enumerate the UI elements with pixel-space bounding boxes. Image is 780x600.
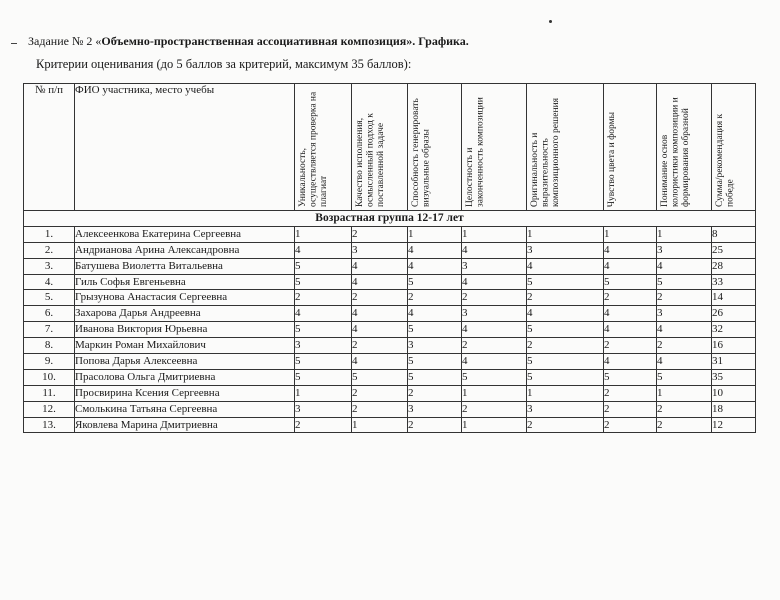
column-header-name: ФИО участника, место учебы (75, 84, 295, 211)
score-cell: 2 (352, 401, 408, 417)
score-cell: 2 (657, 338, 712, 354)
score-cell: 2 (295, 417, 352, 433)
score-cell: 4 (408, 242, 462, 258)
column-header-total (712, 84, 756, 211)
task-title (28, 34, 469, 49)
score-cell: 4 (657, 354, 712, 370)
score-cell: 4 (604, 258, 657, 274)
score-cell: 5 (408, 322, 462, 338)
score-cell: 3 (462, 258, 527, 274)
participant-name: Яковлева Марина Дмитриевна (75, 417, 295, 433)
group-row (24, 211, 756, 227)
score-cell: 4 (462, 354, 527, 370)
results-table (23, 83, 756, 433)
score-cell: 1 (295, 385, 352, 401)
score-cell: 2 (527, 290, 604, 306)
criterion-label: Оригинальность и выразительность композиционного решения (530, 97, 561, 207)
table-row (24, 226, 756, 242)
row-number: 6. (24, 306, 75, 322)
score-cell: 1 (462, 226, 527, 242)
participant-name: Смолькина Татьяна Сергеевна (75, 401, 295, 417)
score-cell: 1 (462, 417, 527, 433)
score-cell: 4 (527, 258, 604, 274)
row-number: 7. (24, 322, 75, 338)
row-number: 1. (24, 226, 75, 242)
score-cell: 4 (408, 306, 462, 322)
score-cell: 5 (295, 369, 352, 385)
score-cell: 4 (352, 322, 408, 338)
column-header-criterion-5 (527, 84, 604, 211)
score-cell: 4 (408, 258, 462, 274)
score-total: 28 (712, 258, 756, 274)
row-number: 10. (24, 369, 75, 385)
score-cell: 5 (462, 369, 527, 385)
task-title-prefix: Задание № 2 « (28, 34, 102, 48)
score-total: 32 (712, 322, 756, 338)
score-cell: 1 (657, 385, 712, 401)
score-cell: 3 (295, 401, 352, 417)
table-row (24, 290, 756, 306)
score-total: 10 (712, 385, 756, 401)
score-cell: 2 (604, 401, 657, 417)
criteria-note: Критерии оценивания (до 5 баллов за критерий, максимум 35 баллов): (36, 57, 412, 71)
participant-name: Прасолова Ольга Дмитриевна (75, 369, 295, 385)
score-cell: 2 (527, 338, 604, 354)
row-number: 8. (24, 338, 75, 354)
column-header-criterion-2 (352, 84, 408, 211)
table-row (24, 417, 756, 433)
participant-name: Гиль Софья Евгеньевна (75, 274, 295, 290)
score-cell: 3 (527, 401, 604, 417)
participant-name: Захарова Дарья Андреевна (75, 306, 295, 322)
score-cell: 2 (352, 385, 408, 401)
score-total: 31 (712, 354, 756, 370)
participant-name: Маркин Роман Михайлович (75, 338, 295, 354)
table-row (24, 354, 756, 370)
score-cell: 1 (462, 385, 527, 401)
participant-name: Батушева Виолетта Витальевна (75, 258, 295, 274)
score-cell: 5 (408, 369, 462, 385)
criterion-label: Способность генерировать визуальные образы (411, 98, 432, 207)
score-cell: 1 (408, 226, 462, 242)
score-cell: 4 (657, 322, 712, 338)
score-cell: 4 (604, 306, 657, 322)
score-cell: 2 (657, 290, 712, 306)
score-cell: 5 (408, 274, 462, 290)
score-cell: 5 (408, 354, 462, 370)
score-cell: 2 (604, 385, 657, 401)
row-number: 12. (24, 401, 75, 417)
score-cell: 4 (295, 306, 352, 322)
table-row (24, 338, 756, 354)
score-total: 26 (712, 306, 756, 322)
score-cell: 2 (408, 417, 462, 433)
score-cell: 4 (352, 258, 408, 274)
score-cell: 5 (527, 369, 604, 385)
score-cell: 1 (604, 226, 657, 242)
participant-name: Грызунова Анастасия Сергеевна (75, 290, 295, 306)
score-cell: 5 (295, 322, 352, 338)
criterion-label: Понимание основ колористики композиции и формирования образной (660, 97, 691, 207)
score-cell: 4 (604, 354, 657, 370)
table-row (24, 385, 756, 401)
score-cell: 4 (352, 306, 408, 322)
score-total: 8 (712, 226, 756, 242)
table-row (24, 369, 756, 385)
score-total: 14 (712, 290, 756, 306)
row-number: 13. (24, 417, 75, 433)
score-cell: 4 (604, 322, 657, 338)
criterion-label: Чувство цвета и формы (607, 111, 617, 207)
task-title-bold: Объемно-пространственная ассоциативная композиция». Графика. (101, 34, 469, 48)
score-cell: 3 (657, 306, 712, 322)
score-cell: 5 (657, 369, 712, 385)
score-cell: 4 (352, 274, 408, 290)
score-cell: 2 (352, 338, 408, 354)
table-row (24, 401, 756, 417)
table-row (24, 306, 756, 322)
criterion-label: Целостность и законченность композиции (465, 97, 486, 207)
score-cell: 2 (657, 417, 712, 433)
table-row (24, 274, 756, 290)
table-row (24, 242, 756, 258)
score-cell: 2 (462, 338, 527, 354)
score-cell: 4 (604, 242, 657, 258)
score-cell: 5 (527, 354, 604, 370)
scan-speck (549, 20, 552, 23)
score-cell: 5 (527, 274, 604, 290)
score-cell: 1 (527, 385, 604, 401)
score-cell: 2 (408, 290, 462, 306)
score-cell: 4 (462, 274, 527, 290)
row-number: 11. (24, 385, 75, 401)
score-total: 18 (712, 401, 756, 417)
score-cell: 5 (604, 369, 657, 385)
header-row (24, 84, 756, 211)
score-cell: 5 (352, 369, 408, 385)
score-cell: 3 (657, 242, 712, 258)
column-header-criterion-3 (408, 84, 462, 211)
participant-name: Алексеенкова Екатерина Сергеевна (75, 226, 295, 242)
score-cell: 5 (295, 354, 352, 370)
row-number: 9. (24, 354, 75, 370)
score-cell: 3 (408, 401, 462, 417)
row-number: 2. (24, 242, 75, 258)
participant-name: Попова Дарья Алексеевна (75, 354, 295, 370)
participant-name: Иванова Виктория Юрьевна (75, 322, 295, 338)
score-cell: 2 (527, 417, 604, 433)
score-cell: 5 (295, 258, 352, 274)
column-header-num: № п/п (24, 84, 75, 211)
row-number: 4. (24, 274, 75, 290)
score-cell: 3 (352, 242, 408, 258)
score-cell: 4 (527, 306, 604, 322)
score-cell: 1 (295, 226, 352, 242)
score-cell: 1 (657, 226, 712, 242)
score-cell: 5 (657, 274, 712, 290)
score-cell: 5 (604, 274, 657, 290)
score-total: 33 (712, 274, 756, 290)
score-cell: 2 (352, 290, 408, 306)
criterion-label: Уникальность, осуществляется проверка на плагиат (298, 91, 329, 207)
score-cell: 5 (527, 322, 604, 338)
score-cell: 3 (462, 306, 527, 322)
column-header-criterion-1 (295, 84, 352, 211)
score-cell: 2 (604, 417, 657, 433)
score-total: 16 (712, 338, 756, 354)
score-cell: 4 (657, 258, 712, 274)
score-cell: 2 (657, 401, 712, 417)
score-cell: 2 (408, 385, 462, 401)
table-row (24, 322, 756, 338)
score-cell: 2 (604, 338, 657, 354)
score-cell: 2 (604, 290, 657, 306)
table-row (24, 258, 756, 274)
score-cell: 4 (462, 242, 527, 258)
age-group-label: Возрастная группа 12-17 лет (24, 211, 756, 227)
score-cell: 2 (352, 226, 408, 242)
score-cell: 2 (462, 290, 527, 306)
score-total: 12 (712, 417, 756, 433)
score-cell: 5 (295, 274, 352, 290)
score-cell: 1 (527, 226, 604, 242)
score-cell: 4 (462, 322, 527, 338)
score-cell: 4 (295, 242, 352, 258)
score-cell: 3 (527, 242, 604, 258)
criterion-label: Сумма/рекомендация к победе (715, 113, 736, 207)
row-number: 5. (24, 290, 75, 306)
participant-name: Просвирина Ксения Сергеевна (75, 385, 295, 401)
score-total: 25 (712, 242, 756, 258)
score-cell: 3 (295, 338, 352, 354)
score-cell: 4 (352, 354, 408, 370)
row-number: 3. (24, 258, 75, 274)
score-cell: 3 (408, 338, 462, 354)
score-cell: 2 (295, 290, 352, 306)
column-header-criterion-6 (604, 84, 657, 211)
score-cell: 1 (352, 417, 408, 433)
score-total: 35 (712, 369, 756, 385)
column-header-criterion-7 (657, 84, 712, 211)
participant-name: Андрианова Арина Александровна (75, 242, 295, 258)
scan-dash (11, 43, 17, 44)
score-cell: 2 (462, 401, 527, 417)
column-header-criterion-4 (462, 84, 527, 211)
criterion-label: Качество исполнения, осмысленный подход к поставленной задаче (355, 113, 386, 207)
